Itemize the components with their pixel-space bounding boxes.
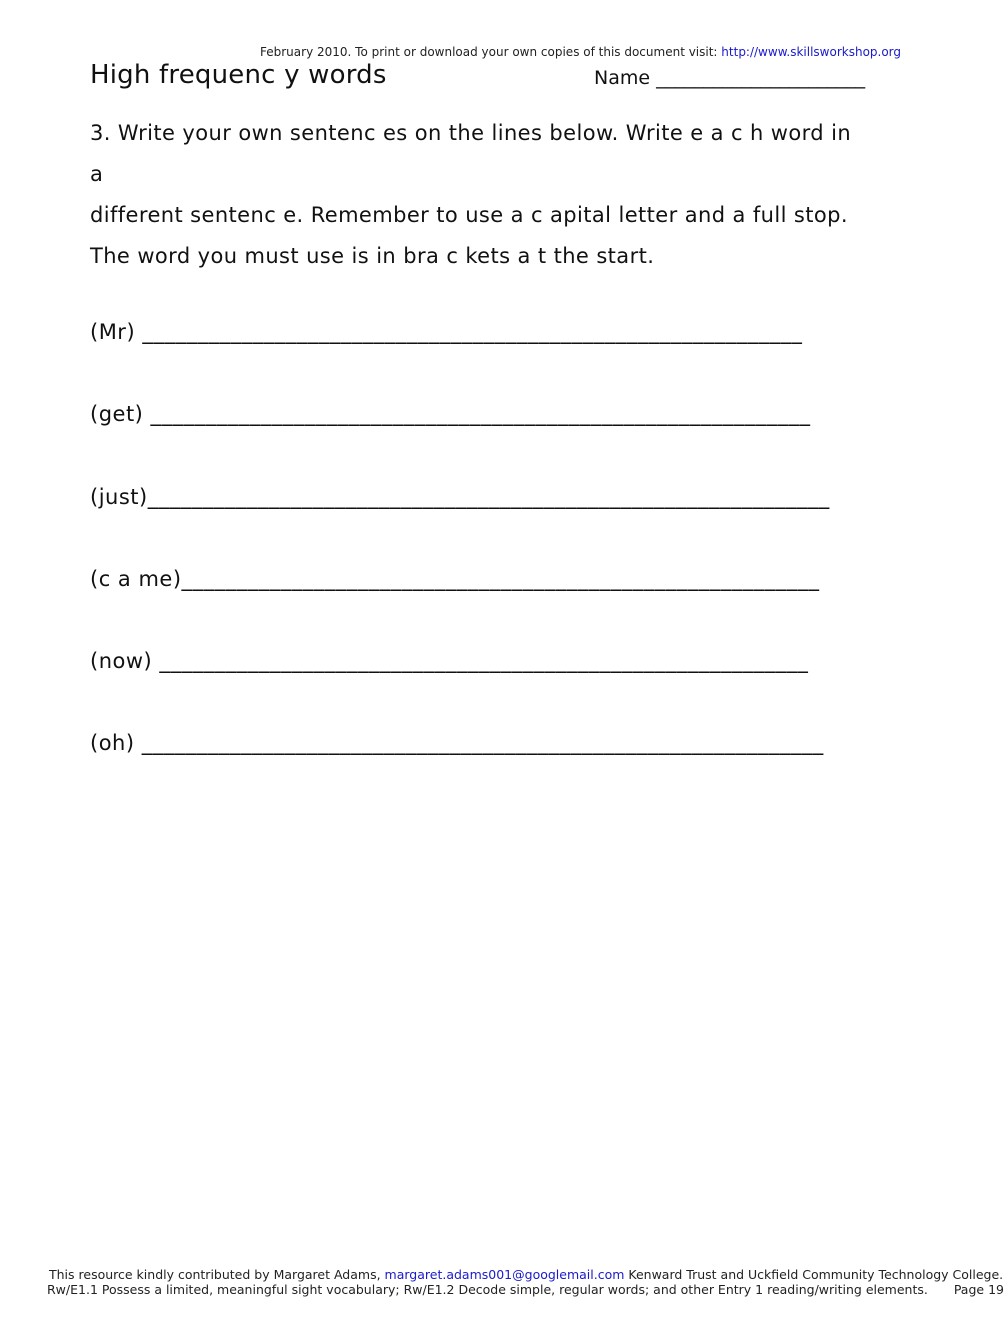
credit-text: This resource kindly contributed by Margaret Adams, bbox=[49, 1267, 385, 1282]
download-note bbox=[260, 45, 901, 59]
sentence-line-now[interactable]: (now) ___________________________________________________________ bbox=[90, 649, 809, 673]
instructions bbox=[90, 113, 870, 277]
instruction-line: The word you must use is in bra c kets a t the start. bbox=[90, 244, 655, 268]
footer-credit bbox=[47, 1267, 1004, 1282]
download-note-text: February 2010. To print or download your own copies of this document visit: bbox=[260, 45, 722, 59]
sentence-line-mr[interactable]: (Mr) ____________________________________________________________ bbox=[90, 320, 803, 344]
page-number: Page 19 bbox=[953, 1282, 1004, 1297]
skillsworkshop-link[interactable]: http://www.skillsworkshop.org bbox=[721, 45, 902, 59]
page-title: High frequenc y words bbox=[90, 60, 387, 90]
sentence-line-get[interactable]: (get) ____________________________________________________________ bbox=[90, 402, 811, 426]
instruction-line: different sentenc e. Remember to use a c apital letter and a full stop. bbox=[90, 203, 848, 227]
footer-standards-row bbox=[47, 1282, 1004, 1297]
instruction-line: 3. Write your own sentenc es on the lines below. Write e a c h word in a bbox=[90, 121, 852, 186]
sentence-line-just[interactable]: (just)______________________________________________________________ bbox=[90, 485, 830, 509]
standards-text: Rw/E1.1 Possess a limited, meaningful sight vocabulary; Rw/E1.2 Decode simple, regular words; and other Entry 1 reading/writing elements. bbox=[47, 1282, 928, 1297]
name-field[interactable]: Name ______________________ bbox=[594, 67, 866, 89]
sentence-line-oh[interactable]: (oh) ______________________________________________________________ bbox=[90, 731, 824, 755]
credit-organisation: Kenward Trust and Uckfield Community Technology College. bbox=[624, 1267, 1004, 1282]
sentence-line-came[interactable]: (c a me)__________________________________________________________ bbox=[90, 567, 820, 591]
footer bbox=[47, 1267, 1004, 1297]
contributor-email-link[interactable]: margaret.adams001@googlemail.com bbox=[384, 1267, 625, 1282]
